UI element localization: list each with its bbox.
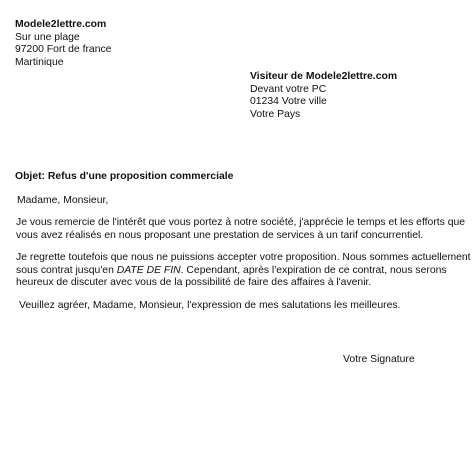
paragraph-line: Je regrette toutefois que nous ne puissions accepter votre proposition. Nous sommes actuellement xyxy=(16,252,471,263)
recipient-address-block xyxy=(250,71,397,121)
end-date-placeholder: DATE DE FIN xyxy=(116,264,181,276)
recipient-address-line: Votre Pays xyxy=(250,108,301,120)
paragraph-line xyxy=(16,265,468,278)
sender-address-line: Martinique xyxy=(15,56,64,68)
paragraph-text: . Cependant, après l'expiration de ce contrat, nous serons xyxy=(180,264,447,276)
signature: Votre Signature xyxy=(343,354,415,365)
sender-address-block xyxy=(15,19,111,69)
sender-address-line: 97200 Fort de france xyxy=(15,44,112,56)
recipient-address-line: 01234 Votre ville xyxy=(250,96,327,108)
letter-closing: Veuillez agréer, Madame, Monsieur, l'expression de mes salutations les meilleures. xyxy=(19,300,401,311)
paragraph-line: Je vous remercie de l'intérêt que vous portez à notre société, j'apprécie le temps et les efforts que xyxy=(16,217,466,228)
letter-salutation: Madame, Monsieur, xyxy=(17,195,109,206)
paragraph-line: heureux de discuter avec vous de la possibilité de faire des affaires à l'avenir. xyxy=(16,277,372,289)
letter-subject: Objet: Refus d'une proposition commerciale xyxy=(15,171,234,182)
paragraph-text: sous contrat jusqu'en xyxy=(16,264,117,276)
body-paragraph-1 xyxy=(16,217,468,242)
recipient-address-line: Devant votre PC xyxy=(250,83,327,95)
body-paragraph-2 xyxy=(16,252,471,290)
paragraph-line: vous avez réalisés en nous proposant une prestation de services à un tarif concurrentiel. xyxy=(16,229,424,241)
sender-address-line: Sur une plage xyxy=(15,31,80,43)
sender-name: Modele2lettre.com xyxy=(15,19,107,30)
recipient-name: Visiteur de Modele2lettre.com xyxy=(250,71,398,82)
